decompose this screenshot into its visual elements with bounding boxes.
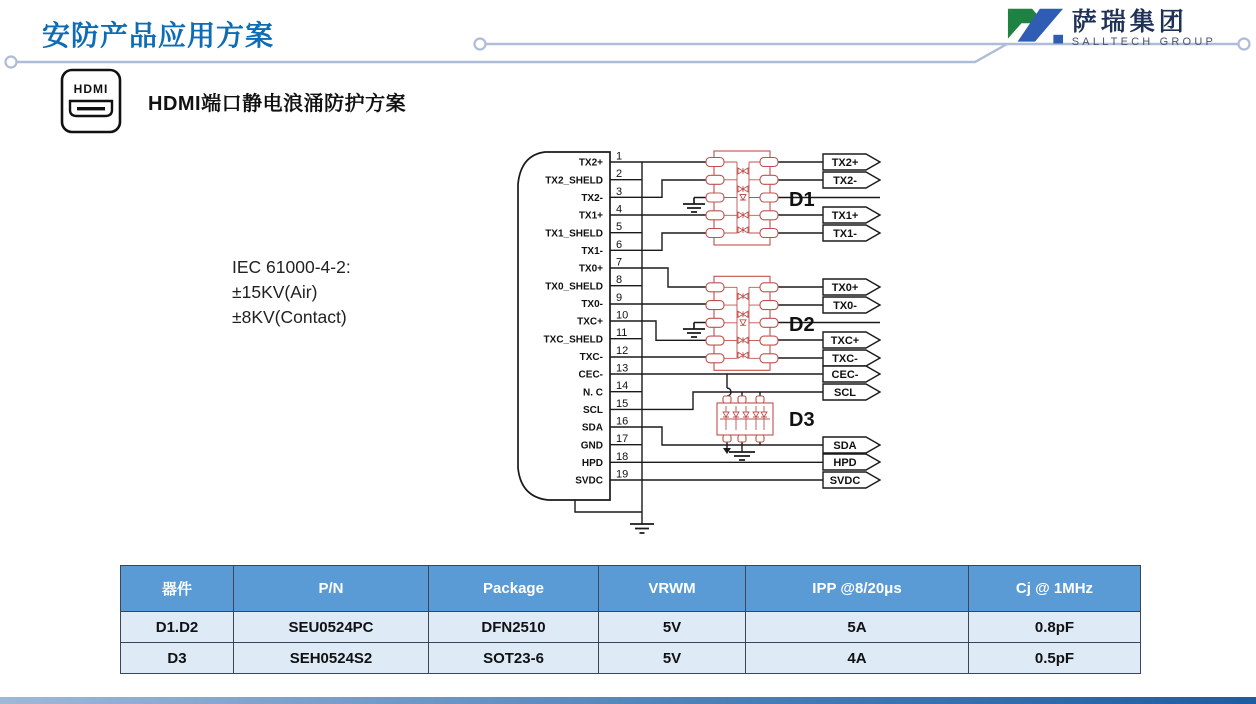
pin-label-GND: GND	[580, 440, 603, 452]
output-label-TX2-: TX2-	[833, 174, 857, 187]
section-title: HDMI端口静电浪涌防护方案	[148, 92, 407, 115]
tvs-device-d3	[717, 396, 773, 442]
col-header-pn: P/N	[234, 566, 429, 612]
pin-number: 16	[616, 415, 629, 428]
cell-package: SOT23-6	[429, 643, 599, 674]
pin-number: 2	[616, 168, 623, 181]
pin-label-TX1+: TX1+	[578, 210, 603, 222]
cell-cj: 0.8pF	[969, 612, 1141, 643]
pin-label-TXC+: TXC+	[577, 316, 603, 328]
pin-label-TX1-: TX1-	[581, 245, 603, 257]
cell-vrwm: 5V	[599, 612, 746, 643]
col-header-device: 器件	[121, 566, 234, 612]
cell-pn: SEU0524PC	[234, 612, 429, 643]
pin-number: 1	[616, 150, 623, 163]
pin-number: 12	[616, 344, 629, 357]
cell-package: DFN2510	[429, 612, 599, 643]
output-label-SCL: SCL	[834, 386, 856, 399]
device-label-D3: D3	[789, 409, 815, 431]
output-label-HPD: HPD	[833, 456, 857, 469]
col-header-ipp: IPP @8/20μs	[746, 566, 969, 612]
footer-accent-bar	[0, 697, 1256, 704]
iec-line-1: IEC 61000-4-2:	[232, 257, 351, 277]
pin-label-SVDC: SVDC	[575, 475, 603, 487]
pin-label-TX2+: TX2+	[578, 157, 603, 169]
cell-vrwm: 5V	[599, 643, 746, 674]
output-label-TX0-: TX0-	[833, 299, 857, 312]
page-title: 安防产品应用方案	[42, 20, 275, 51]
pin-number: 8	[616, 274, 623, 287]
col-header-cj: Cj @ 1MHz	[969, 566, 1141, 612]
pin-label-HPD: HPD	[581, 457, 603, 469]
pin-number: 9	[616, 291, 623, 304]
pin-number: 14	[616, 380, 629, 393]
output-label-TX1+: TX1+	[831, 209, 859, 222]
cell-device: D1.D2	[121, 612, 234, 643]
table-row	[121, 643, 1141, 674]
pin-number: 6	[616, 238, 623, 251]
pin-label-TX0+: TX0+	[578, 263, 603, 275]
tvs-device-d1	[706, 151, 778, 245]
pin-number: 19	[616, 468, 629, 481]
output-label-TX1-: TX1-	[833, 227, 857, 240]
cell-pn: SEH0524S2	[234, 643, 429, 674]
pin-label-TXC_SHELD: TXC_SHELD	[543, 334, 603, 346]
output-arrows	[823, 154, 880, 488]
hdmi-icon-label: HDMI	[73, 82, 109, 96]
pin-number: 4	[616, 203, 623, 216]
tvs-device-d2	[706, 276, 778, 370]
pin-label-TX2_SHELD: TX2_SHELD	[545, 175, 603, 187]
cell-ipp: 5A	[746, 612, 969, 643]
table-row	[121, 612, 1141, 643]
iec-line-3: ±8KV(Contact)	[232, 306, 347, 327]
device-labels	[789, 189, 815, 431]
parts-table	[120, 565, 1141, 674]
pin-number: 5	[616, 221, 623, 234]
cell-cj: 0.5pF	[969, 643, 1141, 674]
pin-number: 11	[616, 327, 628, 340]
pin-label-SDA: SDA	[581, 422, 603, 434]
table-header-row	[121, 566, 1141, 612]
pin-number: 17	[616, 433, 629, 446]
pin-number: 10	[616, 309, 629, 322]
pin-number: 18	[616, 450, 629, 463]
device-label-D1: D1	[789, 189, 815, 211]
cell-ipp: 4A	[746, 643, 969, 674]
output-label-CEC-: CEC-	[831, 368, 859, 381]
pin-label-TX1_SHELD: TX1_SHELD	[545, 228, 603, 240]
device-label-D2: D2	[789, 314, 815, 336]
pin-number: 13	[616, 362, 629, 375]
pin-number: 7	[616, 256, 623, 269]
pin-label-SCL: SCL	[583, 404, 603, 416]
pin-label-CEC-: CEC-	[578, 369, 603, 381]
wire-arrowhead	[723, 448, 731, 454]
pin-label-TX0-: TX0-	[581, 298, 603, 310]
output-label-TXC+: TXC+	[830, 334, 860, 347]
col-header-package: Package	[429, 566, 599, 612]
output-label-SDA: SDA	[833, 439, 857, 452]
pin-label-TX0_SHELD: TX0_SHELD	[545, 281, 603, 293]
output-label-TX2+: TX2+	[831, 156, 859, 169]
col-header-vrwm: VRWM	[599, 566, 746, 612]
iec-line-2: ±15KV(Air)	[232, 281, 318, 302]
logo-company-name-en: SALLTECH GROUP	[1071, 36, 1216, 49]
pin-label-TXC-: TXC-	[579, 351, 603, 363]
pin-number: 15	[616, 397, 629, 410]
output-label-SVDC: SVDC	[829, 474, 861, 487]
output-label-TX0+: TX0+	[831, 281, 859, 294]
connector-pins	[544, 151, 629, 487]
ground-symbols	[630, 198, 755, 534]
pin-label-TX2-: TX2-	[581, 192, 603, 204]
logo-company-name: 萨瑞集团	[1071, 8, 1188, 37]
pin-label-N. C: N. C	[583, 387, 603, 399]
cell-device: D3	[121, 643, 234, 674]
pin-number: 3	[616, 185, 623, 198]
output-label-TXC-: TXC-	[832, 352, 858, 365]
